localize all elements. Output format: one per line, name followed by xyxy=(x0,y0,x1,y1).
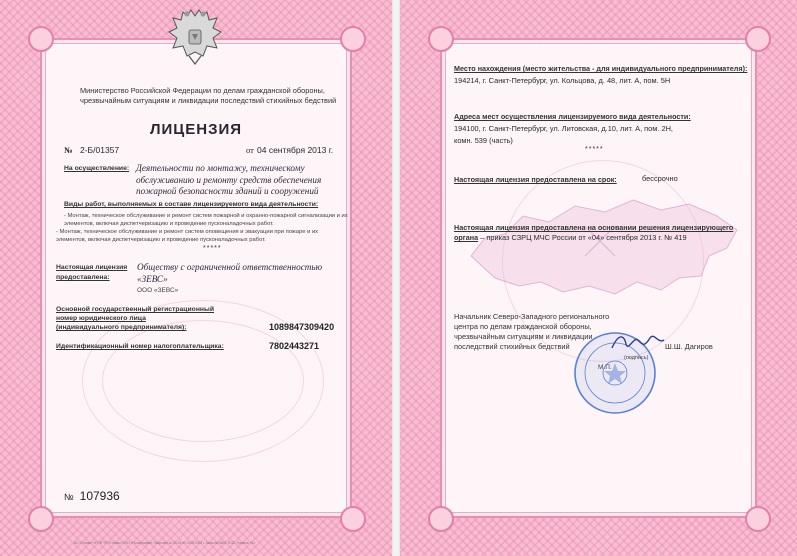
activity-text: Деятельности по монтажу, техническому обслуживанию и ремонту средств обеспечения пожарной безопасности зданий и сооружений xyxy=(136,163,322,196)
ministry-name: Министерство Российской Федерации по делам гражданской обороны, чрезвычайным ситуациям и ликвидации последствий стихийных бедствий xyxy=(80,86,337,105)
basis-label: органа xyxy=(454,233,479,242)
address-line: 194100, г. Санкт-Петербург, ул. Литовская, д.10, лит. А, пом. 2Н, xyxy=(454,124,673,133)
corner-ornament xyxy=(428,26,454,52)
inn-value: 7802443271 xyxy=(269,341,320,351)
signatory-title: последствий стихийных бедствий xyxy=(454,342,570,351)
inn-label: Идентификационный номер налогоплательщика: xyxy=(56,343,224,350)
corner-ornament xyxy=(745,506,771,532)
basis-value: – приказ СЗРЦ МЧС России от «04» сентября 2013 г. № 419 xyxy=(478,233,687,242)
serial-number: 107936 xyxy=(79,489,120,503)
basis-line xyxy=(454,233,687,243)
ogrn-label: номер юридического лица xyxy=(56,315,146,322)
signatory-title: чрезвычайным ситуациям и ликвидации xyxy=(454,332,593,341)
signature-caption: (подпись) xyxy=(624,355,649,361)
corner-ornament xyxy=(428,506,454,532)
corner-ornament xyxy=(745,26,771,52)
address-line: комн. 539 (часть) xyxy=(454,136,513,145)
corner-ornament xyxy=(28,26,54,52)
works-item: - Монтаж, техническое обслуживание и ремонт систем оповещения и эвакуации при пожаре и их элементов, включая диспетчеризацию и проведение пусконаладочных работ. xyxy=(56,229,319,243)
location-label: Место нахождения (место жительства - для индивидуального предпринимателя): xyxy=(454,64,748,73)
corner-ornament xyxy=(28,506,54,532)
separator-stars: ***** xyxy=(585,146,604,153)
company-short-name: ООО «ЗЕВС» xyxy=(137,287,179,294)
russia-map-watermark xyxy=(465,186,745,306)
printer-imprint: АО «Гознак» МТ ФГУП «Гознак» ООО «Полиграфия» Лицензия № 03-05 от 19.05.2003 г. Заказ № 5600. 2012. Уровень «Б» xyxy=(74,541,256,545)
license-date: 04 сентября 2013 г. xyxy=(257,145,334,155)
corner-ornament xyxy=(340,26,366,52)
location-value: 194214, г. Санкт-Петербург, ул. Кольцова, д. 48, лит. А, пом. 5Н xyxy=(454,76,671,85)
double-headed-eagle-emblem xyxy=(163,6,227,70)
date-label: от xyxy=(246,145,254,155)
term-label: Настоящая лицензия предоставлена на срок: xyxy=(454,175,617,184)
separator-stars: ***** xyxy=(203,245,222,252)
granted-label: Настоящая лицензия xyxy=(56,264,128,271)
granted-label: предоставлена: xyxy=(56,274,110,281)
basis-label: Настоящая лицензия предоставлена на основании решения лицензирующего xyxy=(454,223,734,232)
activity-label: На осуществление: xyxy=(64,165,130,172)
company-name: Обществу с ограниченной ответственностью «ЗЕВС» xyxy=(137,262,323,284)
works-item: - Монтаж, техническое обслуживание и ремонт систем пожарной и охранно-пожарной сигнализации и их элементов, включая диспетчеризацию и проведение пусконаладочных работ. xyxy=(64,213,348,227)
serial-number-label: № xyxy=(64,492,74,502)
guilloche-pattern xyxy=(102,320,304,442)
signatory-title: центра по делам гражданской обороны, xyxy=(454,322,592,331)
ogrn-label: (индивидуального предпринимателя): xyxy=(56,324,187,331)
ogrn-value: 1089847309420 xyxy=(269,322,335,332)
corner-ornament xyxy=(340,506,366,532)
ogrn-label: Основной государственный регистрационный xyxy=(56,306,215,313)
works-label: Виды работ, выполняемых в составе лицензируемого вида деятельности: xyxy=(64,201,319,208)
blank-serial-number xyxy=(64,489,120,503)
license-number: 2-Б/01357 xyxy=(80,145,120,155)
signer-name: Ш.Ш. Дагиров xyxy=(665,342,713,351)
document-title: ЛИЦЕНЗИЯ xyxy=(150,121,243,138)
term-value: бессрочно xyxy=(642,174,678,183)
signatory-title: Начальник Северо-Западного регионального xyxy=(454,312,610,321)
stamp-placeholder-label: М.П. xyxy=(598,364,612,371)
addresses-label: Адреса мест осуществления лицензируемого вида деятельности: xyxy=(454,112,691,121)
handwritten-signature xyxy=(608,330,668,354)
number-label: № xyxy=(64,145,73,155)
